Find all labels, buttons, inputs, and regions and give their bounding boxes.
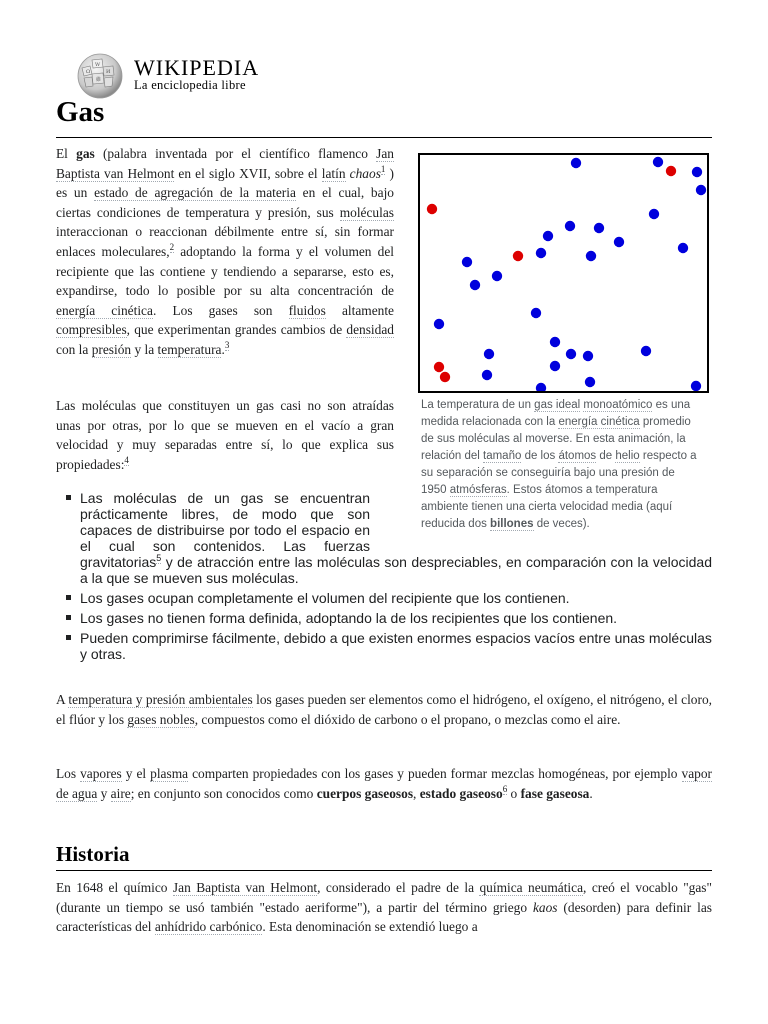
ref-2[interactable]: 2 bbox=[169, 241, 175, 252]
ref-3[interactable]: 3 bbox=[224, 339, 230, 350]
wikipedia-tagline: La enciclopedia libre bbox=[134, 78, 246, 92]
molecule-blue bbox=[550, 361, 560, 371]
molecule-blue bbox=[586, 251, 596, 261]
link-energia-cinetica[interactable]: energía cinética bbox=[56, 302, 153, 318]
link-history-van-helmont[interactable]: Jan Baptista van Helmont bbox=[172, 880, 318, 895]
molecule-blue bbox=[565, 221, 575, 231]
page-title: Gas bbox=[56, 96, 105, 128]
list-item-text: y de atracción entre las moléculas son despreciables, en comparación con la velocidad a la que se mueven sus moléculas. bbox=[80, 554, 712, 586]
molecule-blue bbox=[536, 248, 546, 258]
wikipedia-globe-logo[interactable] bbox=[72, 52, 128, 100]
molecule-blue bbox=[434, 319, 444, 329]
link-gases-nobles[interactable]: gases nobles bbox=[127, 711, 195, 727]
link-temperatura-presion-ambientales[interactable]: temperatura y presión ambientales bbox=[68, 692, 253, 707]
link-fluidos[interactable]: fluidos bbox=[288, 302, 326, 318]
examples-paragraph: A temperatura y presión ambientales los gases pueden ser elementos como el hidrógeno, el oxígeno, el nitrógeno, el cloro, el flúor y los gases nobles, compuestos como el dióxido de carbono o el propano, o mezclas como el aire. bbox=[56, 692, 712, 727]
molecule-blue bbox=[614, 237, 624, 247]
link-compresibles[interactable]: compresibles bbox=[56, 322, 127, 338]
link-latin[interactable]: latín bbox=[321, 165, 346, 181]
molecule-blue bbox=[531, 308, 541, 318]
link-billones[interactable]: billones bbox=[490, 518, 534, 530]
intro-paragraph: El gas (palabra inventada por el científico flamenco Jan Baptista van Helmont en el siglo XVII, sobre el latín chaos$^1$ ) es un estado de agregación de la materia en el cual, bajo ciertas condiciones de temperatura y presión, sus moléculas interaccionan o reaccionan débilmente entre sí, sin formar enlaces moleculares,$^2$ adoptando la forma y el volumen del recipiente que las contiene y tendiendo a separarse, esto es, expandirse, todo lo posible por su alta concentración de energía cinética. Los gases son fluidos altamente compresibles, que experimentan grandes cambios de densidad con la presión y la temperatura.$^3$ bbox=[56, 146, 394, 357]
molecule-red bbox=[427, 204, 437, 214]
properties-intro-paragraph: Las moléculas que constituyen un gas casi no son atraídas unas por otras, por lo que se mueven en el vacío a gran velocidad y muy separadas entre sí, lo que explica sus propiedades:$^4$ bbox=[56, 398, 394, 472]
molecule-blue bbox=[649, 209, 659, 219]
link-helio[interactable]: helio bbox=[615, 450, 640, 462]
molecule-red bbox=[434, 362, 444, 372]
link-vapores[interactable]: vapores bbox=[80, 766, 122, 781]
molecule-red bbox=[666, 166, 676, 176]
title-divider bbox=[56, 137, 712, 138]
ref-5[interactable]: 5 bbox=[156, 553, 162, 563]
molecule-blue bbox=[566, 349, 576, 359]
link-densidad[interactable]: densidad bbox=[346, 322, 394, 338]
link-caption-energia-cinetica[interactable]: energía cinética bbox=[558, 416, 640, 428]
list-item: Las moléculas de un gas se encuentran prácticamente libres, de modo que son capaces de distribuirse por todo el espacio en el cual son contenidos. Las fuerzas gravitatorias$^5$ y de atracción entre las moléculas son despreciables, en comparación con la velocidad a la que se mueven sus moléculas. bbox=[56, 490, 712, 586]
molecule-red bbox=[440, 372, 450, 382]
molecule-blue bbox=[571, 158, 581, 168]
molecule-blue bbox=[641, 346, 651, 356]
molecule-red bbox=[513, 251, 523, 261]
ref-6[interactable]: 6 bbox=[502, 783, 508, 794]
molecule-blue bbox=[691, 381, 701, 391]
link-atmosferas[interactable]: atmósferas bbox=[449, 484, 507, 496]
wikipedia-wordmark[interactable]: WIKIPEDIA bbox=[134, 55, 260, 80]
link-gas-ideal[interactable]: gas ideal bbox=[534, 399, 581, 411]
ref-1[interactable]: 1 bbox=[380, 163, 386, 174]
svg-text:W: W bbox=[95, 62, 101, 68]
molecule-blue bbox=[470, 280, 480, 290]
molecule-blue bbox=[482, 370, 492, 380]
link-moleculas[interactable]: moléculas bbox=[339, 204, 394, 220]
link-presion[interactable]: presión bbox=[91, 341, 132, 357]
list-item: Los gases ocupan completamente el volumen del recipiente que los contienen. bbox=[56, 590, 712, 606]
vapors-paragraph: Los vapores y el plasma comparten propiedades con los gases y pueden formar mezclas homogéneas, por ejemplo vapor de agua y aire; en conjunto son conocidos como cuerpos gaseosos, estado gaseoso$^6$ o fase gaseosa. bbox=[56, 766, 713, 801]
molecules-canvas bbox=[420, 155, 707, 391]
link-jan-baptista-van-helmont[interactable]: Jan Baptista van Helmont bbox=[56, 146, 394, 181]
link-anhidrido-carbonico[interactable]: anhídrido carbónico bbox=[154, 919, 263, 935]
molecule-blue bbox=[583, 351, 593, 361]
caption-spacer bbox=[370, 490, 712, 554]
molecule-blue bbox=[462, 257, 472, 267]
link-vapor-de-agua[interactable]: vapor de agua bbox=[56, 766, 713, 801]
link-tamano[interactable]: tamaño bbox=[483, 450, 522, 462]
list-item: Los gases no tienen forma definida, adoptando la de los recipientes que los contienen. bbox=[56, 610, 712, 626]
link-quimica-neumatica[interactable]: química neumática bbox=[479, 880, 584, 895]
link-estado-de-agregacion[interactable]: estado de agregación de la materia bbox=[94, 185, 296, 201]
figure-caption: La temperatura de un gas ideal monoatómico es una medida relacionada con la energía cinética promedio de sus moléculas al moverse. En esta animación, la relación del tamaño de los átomos de helio respecto a su separación se conseguiría bajo una presión de 1950 atmósferas. Estos átomos a temperatura ambiente tienen una cierta velocidad media (aquí reducida dos billones de veces). bbox=[421, 399, 697, 530]
molecule-blue bbox=[653, 157, 663, 167]
svg-text:Ω: Ω bbox=[86, 69, 91, 75]
molecule-blue bbox=[543, 231, 553, 241]
svg-text:И: И bbox=[106, 69, 111, 75]
link-atomos[interactable]: átomos bbox=[558, 450, 597, 462]
molecule-blue bbox=[550, 337, 560, 347]
link-aire[interactable]: aire bbox=[110, 785, 131, 801]
molecule-blue bbox=[594, 223, 604, 233]
gas-molecules-animation[interactable] bbox=[418, 153, 709, 393]
link-temperatura[interactable]: temperatura bbox=[157, 341, 222, 357]
molecule-blue bbox=[492, 271, 502, 281]
properties-list bbox=[56, 490, 712, 666]
ref-4[interactable]: 4 bbox=[124, 454, 129, 465]
molecule-blue bbox=[696, 185, 706, 195]
link-plasma[interactable]: plasma bbox=[150, 766, 189, 781]
molecule-blue bbox=[536, 383, 546, 391]
history-paragraph: En 1648 el químico Jan Baptista van Helmont, considerado el padre de la química neumática, creó el vocablo "gas" (durante un tiempo se usó también "estado aeriforme"), a partir del término griego kaos (desorden) para definir las características del anhídrido carbónico. Esta denominación se extendió luego a bbox=[56, 880, 712, 935]
molecule-blue bbox=[692, 167, 702, 177]
list-item: Pueden comprimirse fácilmente, debido a que existen enormes espacios vacíos entre unas moléculas y otras. bbox=[56, 630, 712, 662]
section-heading-historia: Historia bbox=[56, 842, 130, 866]
section-divider bbox=[56, 870, 712, 871]
molecule-blue bbox=[585, 377, 595, 387]
link-monoatomico[interactable]: monoatómico bbox=[583, 399, 653, 411]
molecule-blue bbox=[484, 349, 494, 359]
molecule-blue bbox=[678, 243, 688, 253]
svg-text:維: 維 bbox=[96, 77, 102, 83]
